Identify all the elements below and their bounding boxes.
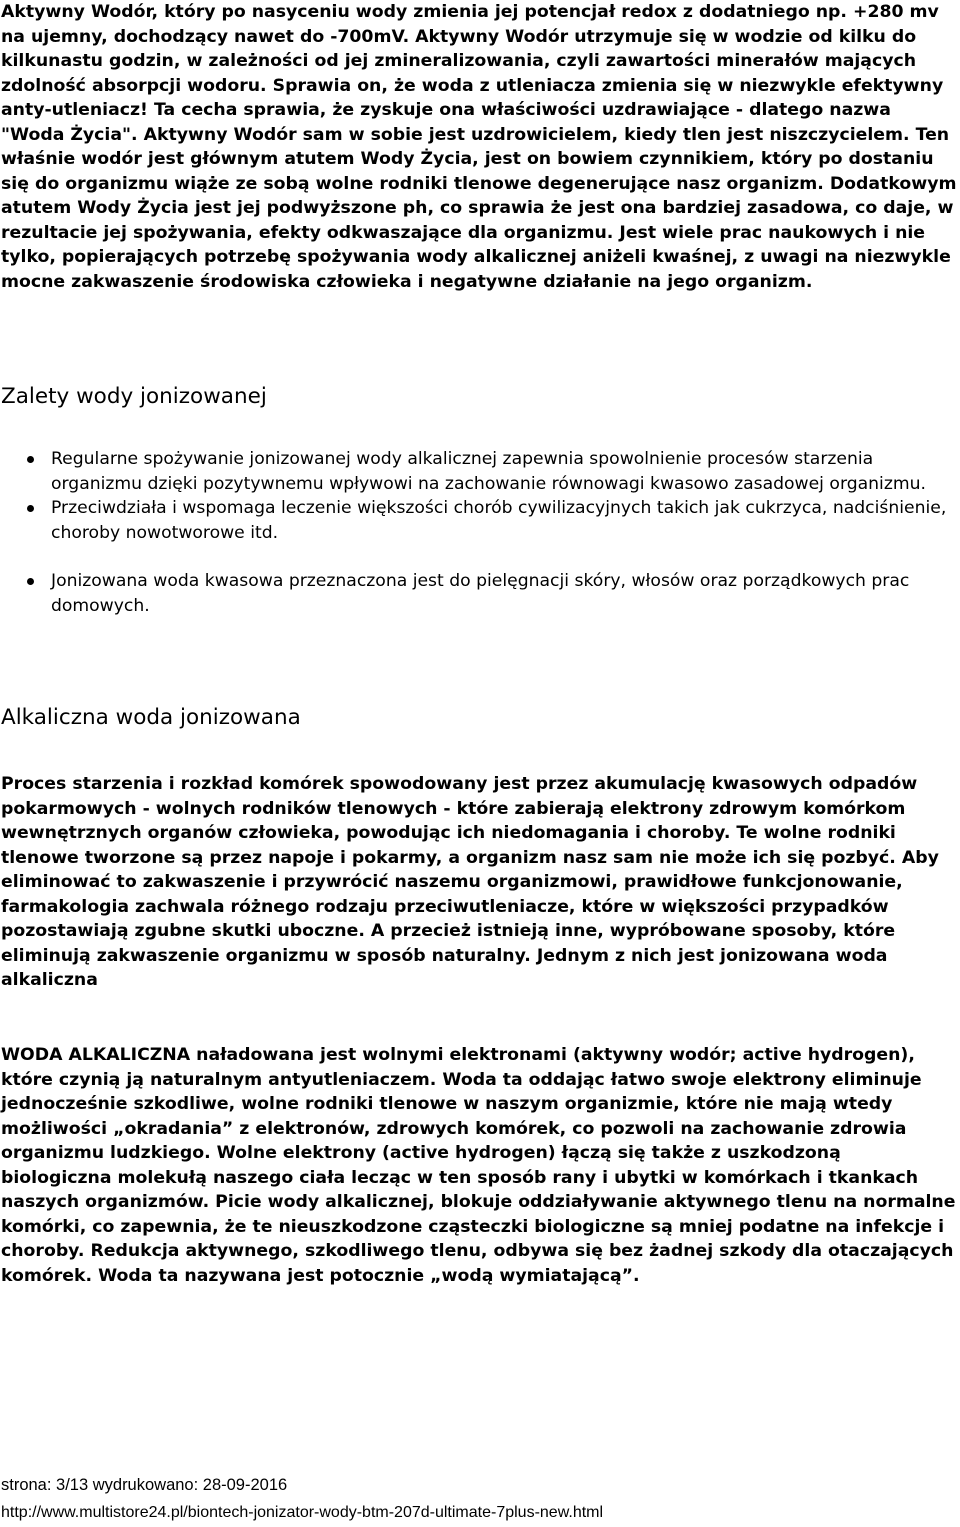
list-item — [0, 447, 958, 496]
bullet-icon — [27, 578, 34, 585]
intro-paragraph: Aktywny Wodór, który po nasyceniu wody zmienia jej potencjał redox z dodatniego np. +280 mv na ujemny, dochodzący nawet do -700mV. Aktywny Wodór utrzymuje się w wodzie od kilku do kilkunastu godzin, w zależności od jej zmineralizowania, czyli zawartości minerałów mających zdolność absorpcji wodoru. Sprawia on, że woda z utleniacza zmienia się w niezwykle efektywny anty-utleniacz! Ta cecha sprawia, że zyskuje ona właściwości uzdrawiające - dlatego nazwa "Woda Życia". Aktywny Wodór sam w sobie jest uzdrowicielem, kiedy tlen jest niszczycielem. Ten właśnie wodór jest głównym atutem Wody Życia, jest on bowiem czynnikiem, który po dostaniu się do organizmu wiąże ze sobą wolne rodniki tlenowe degenerujące nasz organizm. Dodatkowym atutem Wody Życia jest jej podwyższone ph, co sprawia że jest ona bardziej zasadowa, co daje, w rezultacie jej spożywania, efekty odkwaszające dla organizmu. Jest wiele prac naukowych i nie tylko, popierających potrzebę spożywania wody alkalicznej aniżeli kwaśnej, z uwagi na niezwykle mocne zakwaszenie środowiska człowieka i negatywne działanie na jego organizm. — [1, 2, 957, 292]
bullet-icon — [27, 505, 34, 512]
bullet-icon — [27, 456, 34, 463]
list-item — [0, 496, 958, 545]
footer-page-info: strona: 3/13 wydrukowano: 28-09-2016 — [1, 1476, 288, 1494]
list-item-text: Jonizowana woda kwasowa przeznaczona jest do pielęgnacji skóry, włosów oraz porządkowych prac domowych. — [51, 571, 910, 616]
list-item-text: Regularne spożywanie jonizowanej wody alkalicznej zapewnia spowolnienie procesów starzenia organizmu dzięki pozytywnemu wpływowi na zachowanie równowagi kwasowo zasadowej organizmu. — [51, 449, 926, 494]
list-item-text: Przeciwdziała i wspomaga leczenie większości chorób cywilizacyjnych takich jak cukrzyca, nadciśnienie, choroby nowotworowe itd. — [51, 498, 947, 543]
paragraph-proces: Proces starzenia i rozkład komórek spowodowany jest przez akumulację kwasowych odpadów pokarmowych - wolnych rodników tlenowych - które zabierają elektrony zdrowym komórkom wewnętrznych organów człowieka, powodując ich niedomagania i choroby. Te wolne rodniki tlenowe tworzone są przez napoje i pokarmy, a organizm nasz sam nie może ich się pozbyć. Aby eliminować to zakwaszenie i przywrócić naszemu organizmowi, prawidłowe funkcjonowanie, farmakologia zachwala różnego rodzaju przeciwutleniacze, które w większości przypadków pozostawiają zgubne skutki uboczne. A przecież istnieją inne, wypróbowane sposoby, które eliminują zakwaszenie organizmu w sposób naturalny. Jednym z nich jest jonizowana woda alkaliczna — [1, 774, 939, 990]
benefits-list — [0, 447, 958, 618]
paragraph-woda-alkaliczna: WODA ALKALICZNA naładowana jest wolnymi elektronami (aktywny wodór; active hydrogen), które czynią ją naturalnym antyutleniaczem. Woda ta oddając łatwo swoje elektrony eliminuje jednocześnie szkodliwe, wolne rodniki tlenowe w naszym organizmie, które nie mają wtedy możliwości „okradania” z elektronów, zdrowych komórek, co pozwoli na zachowanie zdrowia organizmu ludzkiego. Wolne elektrony (active hydrogen) łączą się także z uszkodzoną biologiczna molekułą naszego ciała lecząc w ten sposób rany i ubytki w komórkach i tkankach naszych organizmów. Picie wody alkalicznej, blokuje oddziaływanie aktywnego tlenu na normalne komórki, co zapewnia, że te nieuszkodzone cząsteczki biologiczne są mniej podatne na infekcje i choroby. Redukcja aktywnego, szkodliwego tlenu, odbywa się bez żadnej szkody dla otaczających komórek. Woda ta nazywana jest potocznie „wodą wymiatającą”. — [1, 1045, 956, 1286]
section-heading-zalety: Zalety wody jonizowanej — [1, 384, 267, 409]
list-item — [0, 569, 958, 618]
footer-url: http://www.multistore24.pl/biontech-jonizator-wody-btm-207d-ultimate-7plus-new.html — [1, 1504, 604, 1521]
section-heading-alkaliczna: Alkaliczna woda jonizowana — [1, 705, 301, 730]
